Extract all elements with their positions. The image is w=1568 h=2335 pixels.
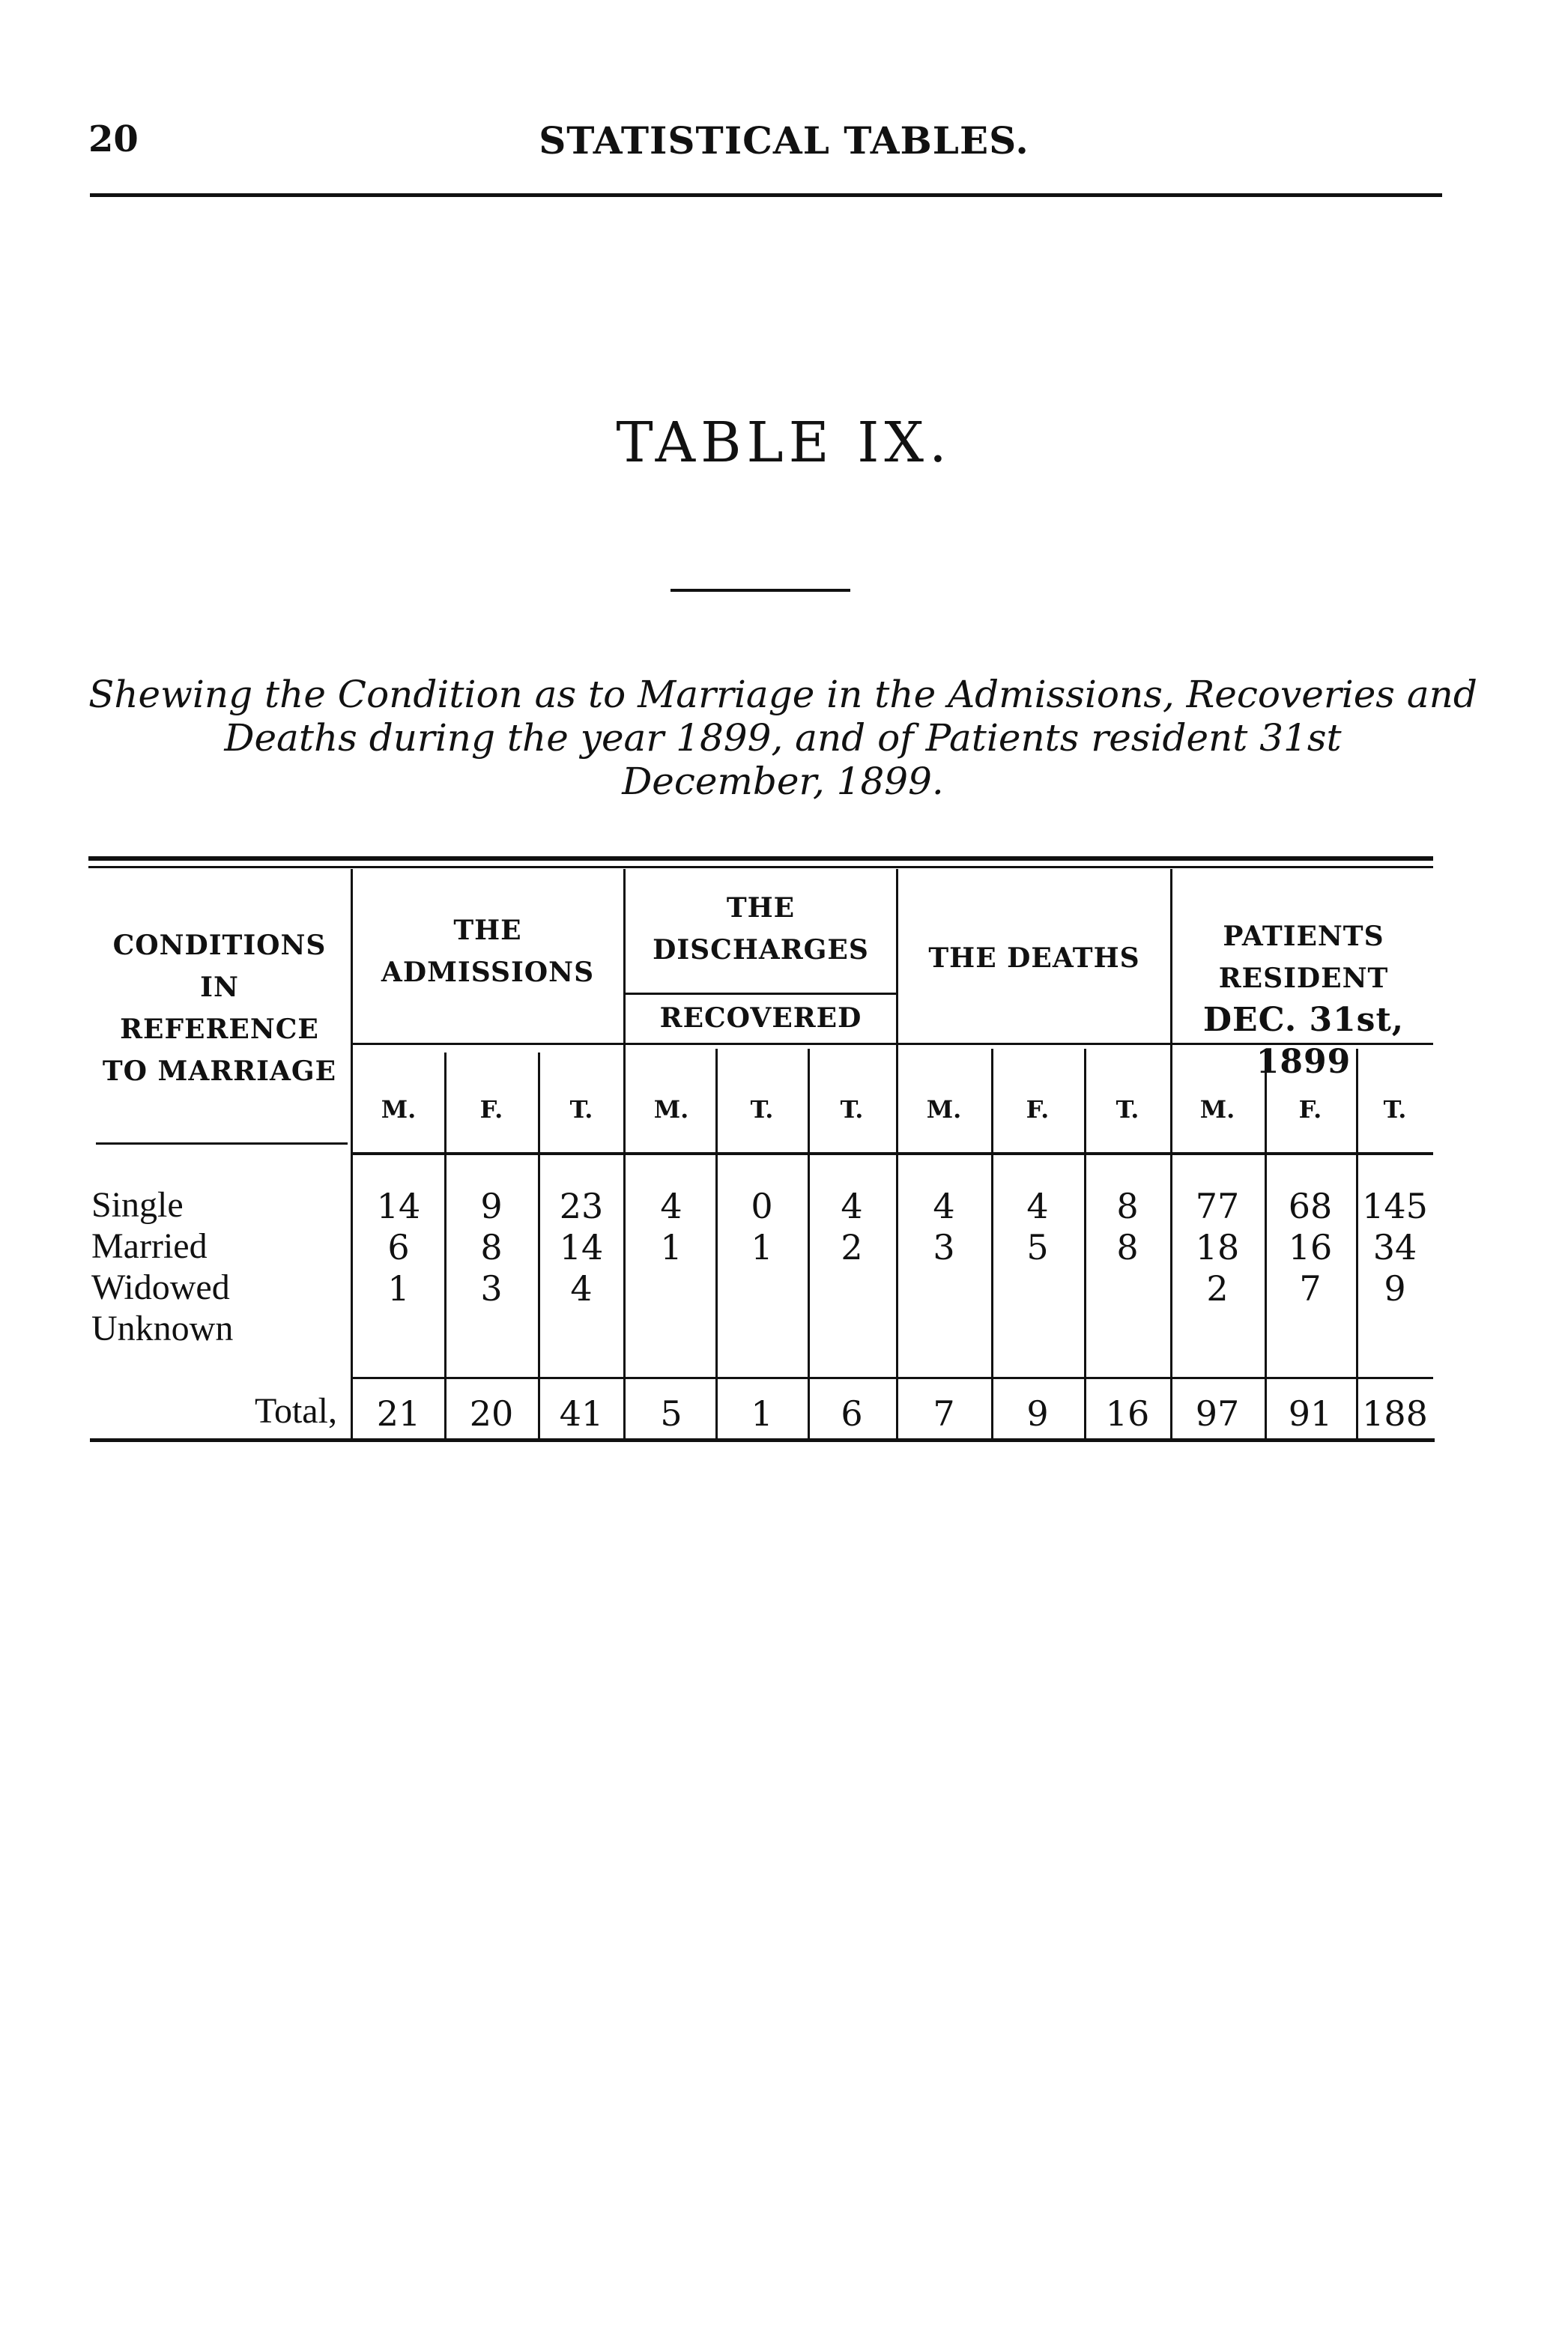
total-cell: 6 xyxy=(841,1393,863,1434)
table-cell: 68 xyxy=(1288,1186,1333,1226)
page-number: 20 xyxy=(88,118,139,160)
subheader-cell: M. xyxy=(926,1095,962,1124)
header-resident: PATIENTS RESIDENT DEC. 31st, 1899 xyxy=(1202,921,1405,1081)
caption-line-1: Shewing the Condition as to Marriage in the Admissions, Recoveries and xyxy=(88,673,1477,716)
row-label: Widowed xyxy=(91,1268,230,1307)
table-cell: 5 xyxy=(1026,1227,1049,1268)
table-cell: 1 xyxy=(387,1268,410,1309)
total-cell: 97 xyxy=(1195,1393,1240,1434)
table-cell: 18 xyxy=(1195,1227,1240,1268)
header-conditions: CONDITIONS IN REFERENCE TO MARRIAGE xyxy=(102,930,337,1087)
subheader-cell: F. xyxy=(1026,1095,1050,1124)
total-label: Total, xyxy=(255,1391,337,1431)
table-title: TABLE IX. xyxy=(616,411,952,475)
total-cell: 7 xyxy=(933,1393,955,1434)
total-cell: 188 xyxy=(1362,1393,1428,1434)
table-cell: 6 xyxy=(387,1227,410,1268)
table-cell: 8 xyxy=(1116,1186,1139,1226)
header-deaths: THE DEATHS xyxy=(928,942,1140,974)
total-cell: 9 xyxy=(1026,1393,1049,1434)
row-label: Single xyxy=(91,1185,184,1225)
table-cell: 4 xyxy=(933,1186,955,1226)
subheader-cell: F. xyxy=(1298,1095,1322,1124)
table-cell: 1 xyxy=(660,1227,682,1268)
table-cell: 7 xyxy=(1299,1268,1322,1309)
header-admissions: THE ADMISSIONS xyxy=(381,915,595,988)
total-top-rule xyxy=(352,1377,1433,1379)
subheader-cell: M. xyxy=(1199,1095,1235,1124)
title-rule xyxy=(671,589,850,592)
table-cell: 4 xyxy=(1026,1186,1049,1226)
total-cell: 1 xyxy=(751,1393,773,1434)
subheader-cell: F. xyxy=(479,1095,503,1124)
row-label: Unknown xyxy=(91,1309,234,1348)
table-cell: 3 xyxy=(480,1268,503,1309)
header-rule xyxy=(90,193,1442,197)
table-cell: 16 xyxy=(1288,1227,1333,1268)
table-cell: 4 xyxy=(660,1186,682,1226)
subheader-cell: T. xyxy=(569,1095,593,1124)
subheader-cell: T. xyxy=(750,1095,774,1124)
table-cell: 9 xyxy=(480,1186,503,1226)
table-cell: 3 xyxy=(933,1227,955,1268)
total-cell: 41 xyxy=(559,1393,604,1434)
total-cell: 91 xyxy=(1288,1393,1333,1434)
table-cell: 14 xyxy=(559,1227,604,1268)
table-cell: 34 xyxy=(1372,1227,1417,1268)
table-cell: 0 xyxy=(751,1186,773,1226)
total-cell: 5 xyxy=(660,1393,682,1434)
subheader-cell: M. xyxy=(381,1095,417,1124)
table-cell: 8 xyxy=(480,1227,503,1268)
table-cell: 8 xyxy=(1116,1227,1139,1268)
table-cell: 23 xyxy=(559,1186,604,1226)
row-label: Married xyxy=(91,1226,208,1266)
total-cell: 16 xyxy=(1105,1393,1150,1434)
discharges-recovered-rule xyxy=(626,993,896,995)
table-cell: 4 xyxy=(841,1186,863,1226)
total-cell: 20 xyxy=(469,1393,514,1434)
table-cell: 2 xyxy=(841,1227,863,1268)
header-discharges: THE DISCHARGES xyxy=(653,892,869,966)
table-top-rule-thin xyxy=(88,866,1433,868)
table-cell: 14 xyxy=(376,1186,421,1226)
table-cell: 145 xyxy=(1362,1186,1428,1226)
caption-line-2: Deaths during the year 1899, and of Patients resident 31st xyxy=(224,716,1342,760)
table-top-rule xyxy=(88,856,1433,861)
table-cell: 9 xyxy=(1384,1268,1406,1309)
subheader-cell: T. xyxy=(1383,1095,1407,1124)
total-cell: 21 xyxy=(376,1393,421,1434)
table-cell: 1 xyxy=(751,1227,773,1268)
header-recovered: RECOVERED xyxy=(659,1002,862,1034)
caption-line-3: December, 1899. xyxy=(622,760,944,803)
table-caption xyxy=(82,673,1483,803)
label-column-rule xyxy=(96,1142,348,1145)
subheader-rule xyxy=(352,1152,1433,1155)
subheader-cell: M. xyxy=(653,1095,689,1124)
table-cell: 77 xyxy=(1195,1186,1240,1226)
subheader-cell: T. xyxy=(1116,1095,1139,1124)
subheader-cell: T. xyxy=(840,1095,864,1124)
table-cell: 4 xyxy=(570,1268,593,1309)
table-bottom-rule xyxy=(90,1438,1435,1442)
table-cell: 2 xyxy=(1206,1268,1229,1309)
running-head: STATISTICAL TABLES. xyxy=(539,118,1029,163)
